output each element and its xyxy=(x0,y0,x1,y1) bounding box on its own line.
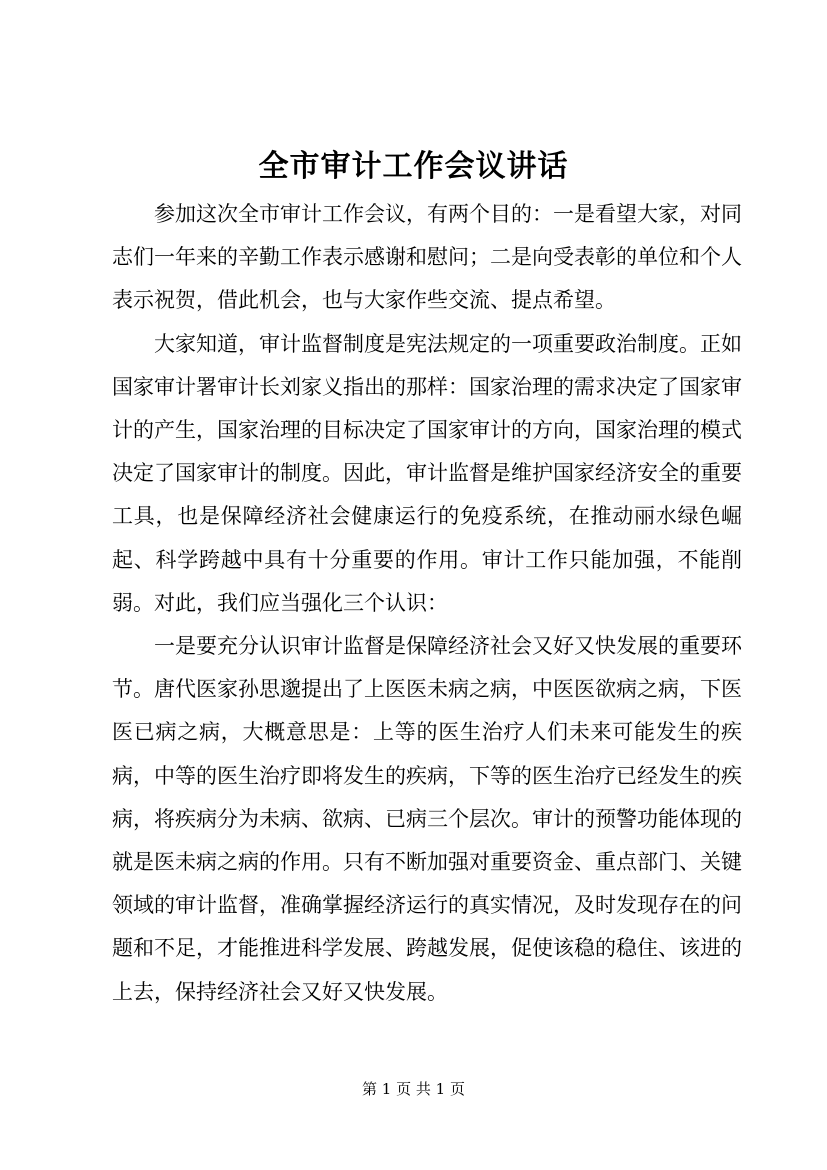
document-body xyxy=(112,193,742,1014)
paragraph-1: 参加这次全市审计工作会议，有两个目的：一是看望大家，对同志们一年来的辛勤工作表示感谢和慰问；二是向受表彰的单位和个人表示祝贺，借此机会，也与大家作些交流、提点希望。 xyxy=(112,202,742,313)
page-footer: 第 1 页 共 1 页 xyxy=(362,1080,465,1098)
document-title: 全市审计工作会议讲话 xyxy=(258,149,569,184)
paragraph-3: 一是要充分认识审计监督是保障经济社会又好又快发展的重要环节。唐代医家孙思邈提出了上医医未病之病，中医医欲病之病，下医医已病之病，大概意思是：上等的医生治疗人们未来可能发生的疾病，中等的医生治疗即将发生的疾病，下等的医生治疗已经发生的疾病，将疾病分为未病、欲病、已病三个层次。审计的预警功能体现的就是医未病之病的作用。只有不断加强对重要资金、重点部门、关键领域的审计监督，准确掌握经济运行的真实情况，及时发现存在的问题和不足，才能推进科学发展、跨越发展，促使该稳的稳住、该进的上去，保持经济社会又好又快发展。 xyxy=(112,634,742,1004)
paragraph-2: 大家知道，审计监督制度是宪法规定的一项重要政治制度。正如国家审计署审计长刘家义指出的那样：国家治理的需求决定了国家审计的产生，国家治理的目标决定了国家审计的方向，国家治理的模式决定了国家审计的制度。因此，审计监督是维护国家经济安全的重要工具，也是保障经济社会健康运行的免疫系统，在推动丽水绿色崛起、科学跨越中具有十分重要的作用。审计工作只能加强，不能削弱。对此，我们应当强化三个认识： xyxy=(112,331,742,615)
